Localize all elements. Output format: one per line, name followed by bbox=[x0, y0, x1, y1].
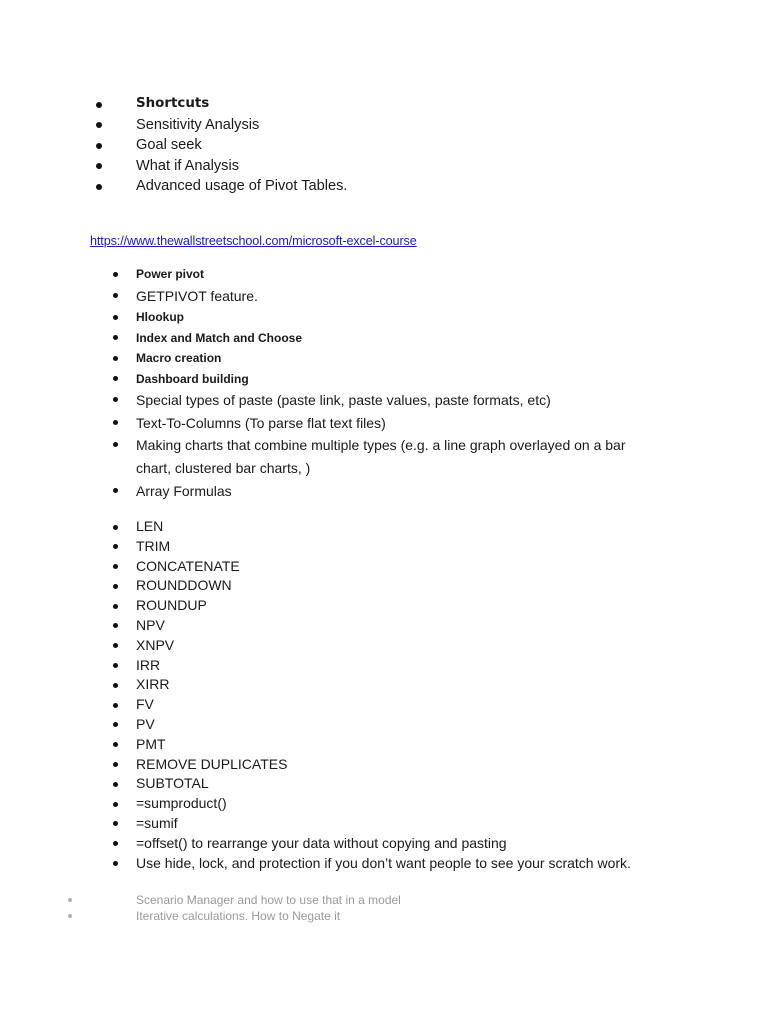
bullet-icon bbox=[113, 397, 118, 402]
list-item bbox=[0, 774, 631, 794]
list-item-label: Scenario Manager and how to use that in a model bbox=[136, 893, 401, 907]
list-item bbox=[0, 115, 347, 136]
list-item-label: Index and Match and Choose bbox=[136, 330, 303, 345]
bullet-icon bbox=[113, 420, 118, 425]
list-item-label: TRIM bbox=[136, 537, 171, 554]
topics-list-1 bbox=[0, 94, 347, 197]
list-item-label: Goal seek bbox=[136, 137, 202, 154]
list-item bbox=[0, 434, 656, 479]
bullet-icon bbox=[113, 742, 118, 747]
list-item bbox=[0, 715, 631, 735]
bullet-icon bbox=[113, 564, 118, 569]
list-item bbox=[0, 616, 631, 636]
bullet-icon bbox=[113, 782, 118, 787]
list-item-label: Special types of paste (paste link, paste values, paste formats, etc) bbox=[136, 392, 551, 409]
list-item-label: Hlookup bbox=[136, 310, 184, 325]
bullet-icon bbox=[113, 643, 118, 648]
list-item-label: ROUNDDOWN bbox=[136, 577, 232, 594]
extra-topics-list bbox=[0, 892, 401, 924]
list-item-label: CONCATENATE bbox=[136, 557, 240, 574]
bullet-icon bbox=[113, 623, 118, 628]
bullet-icon bbox=[68, 914, 72, 918]
list-item-label: PV bbox=[136, 715, 155, 732]
list-item-label: PMT bbox=[136, 735, 166, 752]
list-item bbox=[0, 176, 347, 197]
list-item-label: =offset() to rearrange your data without copying and pasting bbox=[136, 834, 507, 851]
list-item bbox=[0, 412, 656, 435]
list-item bbox=[0, 695, 631, 715]
list-item bbox=[0, 94, 347, 115]
list-item-label: Text-To-Columns (To parse flat text files) bbox=[136, 414, 386, 431]
list-item-label: GETPIVOT feature. bbox=[136, 287, 258, 304]
list-item bbox=[0, 328, 656, 349]
list-item-label: NPV bbox=[136, 616, 165, 633]
bullet-icon bbox=[113, 821, 118, 826]
list-item-label: Power pivot bbox=[136, 267, 205, 281]
topics-list-2 bbox=[0, 264, 656, 502]
list-item bbox=[0, 656, 631, 676]
list-item bbox=[0, 537, 631, 557]
bullet-icon bbox=[113, 376, 118, 381]
list-item bbox=[0, 264, 656, 285]
bullet-icon bbox=[113, 442, 118, 447]
list-item bbox=[0, 307, 656, 328]
bullet-icon bbox=[113, 488, 118, 493]
bullet-icon bbox=[113, 762, 118, 767]
bullet-icon bbox=[96, 184, 102, 190]
course-link[interactable]: https://www.thewallstreetschool.com/microsoft-excel-course bbox=[90, 234, 417, 248]
list-item-label: =sumif bbox=[136, 814, 178, 831]
bullet-icon bbox=[96, 122, 102, 128]
list-item bbox=[0, 636, 631, 656]
bullet-icon bbox=[113, 802, 118, 807]
bullet-icon bbox=[113, 841, 118, 846]
list-item-label: SUBTOTAL bbox=[136, 775, 209, 792]
list-item-label: XIRR bbox=[136, 676, 170, 693]
list-item bbox=[0, 794, 631, 814]
bullet-icon bbox=[113, 584, 118, 589]
bullet-icon bbox=[96, 163, 102, 169]
list-item-label: IRR bbox=[136, 656, 161, 673]
list-item-label: ROUNDUP bbox=[136, 597, 207, 614]
list-item bbox=[0, 517, 631, 537]
list-item-label: Iterative calculations. How to Negate it bbox=[136, 909, 341, 923]
list-item bbox=[0, 557, 631, 577]
list-item bbox=[0, 735, 631, 755]
list-item bbox=[0, 369, 656, 390]
list-item bbox=[0, 854, 631, 874]
bullet-icon bbox=[113, 703, 118, 708]
list-item bbox=[0, 814, 631, 834]
list-item bbox=[0, 834, 631, 854]
list-item-label: Array Formulas bbox=[136, 482, 232, 499]
list-item bbox=[0, 480, 656, 503]
list-item-label: =sumproduct() bbox=[136, 795, 227, 812]
list-item-label: LEN bbox=[136, 518, 164, 534]
bullet-icon bbox=[113, 315, 118, 320]
bullet-icon bbox=[113, 663, 118, 668]
list-item bbox=[0, 675, 631, 695]
bullet-icon bbox=[113, 525, 118, 530]
bullet-icon bbox=[113, 544, 118, 549]
list-item-label: Macro creation bbox=[136, 351, 222, 366]
list-item bbox=[0, 135, 347, 156]
bullet-icon bbox=[113, 604, 118, 609]
list-item bbox=[0, 389, 656, 412]
list-item bbox=[0, 755, 631, 775]
list-item-label: Dashboard building bbox=[136, 371, 249, 386]
bullet-icon bbox=[96, 102, 102, 108]
bullet-icon bbox=[113, 861, 118, 866]
list-item bbox=[0, 908, 401, 924]
list-item-label: FV bbox=[136, 696, 154, 713]
bullet-icon bbox=[113, 335, 118, 340]
bullet-icon bbox=[113, 722, 118, 727]
list-item bbox=[0, 348, 656, 369]
list-item bbox=[0, 285, 656, 308]
bullet-icon bbox=[96, 143, 102, 149]
list-item-label: What if Analysis bbox=[136, 157, 240, 174]
list-item-label: Making charts that combine multiple types (e.g. a line graph overlayed on a bar chart, clustered bar charts, ) bbox=[136, 437, 626, 476]
list-item-label: Advanced usage of Pivot Tables. bbox=[136, 178, 348, 195]
list-item bbox=[0, 156, 347, 177]
list-item-label: Shortcuts bbox=[136, 96, 210, 111]
list-item bbox=[0, 596, 631, 616]
bullet-icon bbox=[113, 683, 118, 688]
bullet-icon bbox=[113, 293, 118, 298]
bullet-icon bbox=[68, 898, 72, 902]
list-item-label: XNPV bbox=[136, 636, 175, 653]
functions-list bbox=[0, 517, 631, 873]
list-item bbox=[0, 892, 401, 908]
bullet-icon bbox=[113, 356, 118, 361]
list-item-label: REMOVE DUPLICATES bbox=[136, 755, 288, 772]
list-item bbox=[0, 576, 631, 596]
list-item-label: Sensitivity Analysis bbox=[136, 116, 260, 133]
list-item-label: Use hide, lock, and protection if you don’t want people to see your scratch work. bbox=[136, 854, 631, 871]
bullet-icon bbox=[113, 272, 118, 277]
